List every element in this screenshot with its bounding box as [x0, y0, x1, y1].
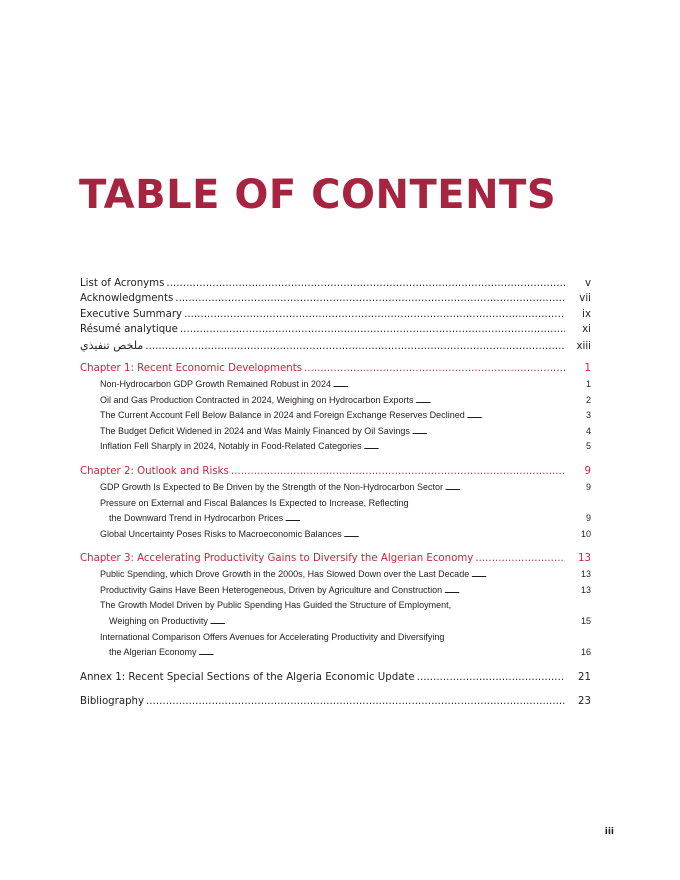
toc-page-number: 9 — [585, 513, 591, 524]
toc-section[interactable] — [80, 393, 591, 409]
toc-section[interactable] — [80, 511, 591, 527]
toc-page-number: 21 — [578, 671, 591, 683]
toc-page-number: 15 — [580, 616, 591, 627]
dot-leader — [415, 670, 565, 686]
toc-page-number: 13 — [580, 584, 591, 595]
toc-entry-resume-analytique[interactable] — [80, 322, 591, 337]
section-title: The Current Account Fell Below Balance in 2024 and Foreign Exchange Reserves Declined — [100, 410, 465, 421]
dot-leader — [342, 527, 565, 544]
toc-page-number: 9 — [584, 465, 591, 477]
toc-entry-acronyms[interactable] — [80, 276, 591, 291]
dot-leader — [473, 551, 565, 567]
section-title: The Budget Deficit Widened in 2024 and Was Mainly Financed by Oil Savings — [100, 425, 410, 436]
toc-page-number: ix — [582, 308, 591, 320]
toc-entry-arabic-summary[interactable] — [80, 338, 591, 353]
toc-page-number: 13 — [580, 569, 591, 580]
dot-leader — [469, 567, 565, 584]
annex-title: Annex 1: Recent Special Sections of the Algeria Economic Update — [80, 671, 415, 683]
toc-entry-label: Executive Summary — [80, 308, 183, 320]
table-of-contents — [80, 276, 591, 710]
dot-leader — [362, 439, 565, 456]
toc-section[interactable] — [80, 527, 591, 543]
toc-page-number: xi — [582, 324, 591, 336]
toc-page-number: 4 — [585, 425, 591, 436]
toc-page-number: 13 — [578, 553, 591, 565]
section-title: the Algerian Economy — [109, 647, 197, 658]
toc-annex-1[interactable] — [80, 670, 591, 686]
toc-section[interactable] — [80, 408, 591, 424]
dot-leader — [197, 645, 565, 662]
dot-leader — [410, 424, 565, 441]
toc-bibliography[interactable] — [80, 694, 591, 710]
toc-entry-label: Acknowledgments — [80, 293, 174, 305]
dot-leader — [229, 464, 565, 480]
toc-section[interactable] — [80, 614, 591, 630]
toc-section[interactable] — [80, 424, 591, 440]
toc-section[interactable] — [80, 567, 591, 583]
toc-entry-label: ملخص تنفيذي — [80, 338, 144, 352]
dot-leader — [164, 276, 565, 291]
bibliography-title: Bibliography — [80, 695, 145, 707]
section-title: Global Uncertainty Poses Risks to Macroeconomic Balances — [100, 528, 342, 539]
chapter-title: Chapter 1: Recent Economic Developments — [80, 362, 303, 374]
dot-leader — [143, 339, 565, 354]
toc-section[interactable] — [80, 439, 591, 455]
toc-page-number: 23 — [578, 695, 591, 707]
toc-section[interactable] — [80, 583, 591, 599]
section-title: Oil and Gas Production Contracted in 2024, Weighing on Hydrocarbon Exports — [100, 394, 414, 405]
dot-leader — [331, 377, 565, 394]
dot-leader — [182, 307, 565, 322]
toc-section[interactable] — [80, 377, 591, 393]
section-title-line[interactable]: Pressure on External and Fiscal Balances Is Expected to Increase, Reflecting — [100, 497, 409, 508]
toc-entry-label: Résumé analytique — [80, 324, 178, 336]
section-title: Public Spending, which Drove Growth in the 2000s, Has Slowed Down over the Last Decade — [100, 569, 470, 580]
toc-page-number: 1 — [585, 378, 591, 389]
toc-page-number: vii — [579, 293, 591, 305]
page-title: TABLE OF CONTENTS — [79, 172, 557, 218]
section-title-line[interactable]: The Growth Model Driven by Public Spending Has Guided the Structure of Employment, — [100, 600, 452, 611]
dot-leader — [283, 511, 565, 528]
dot-leader — [178, 322, 565, 337]
dot-leader — [443, 480, 565, 497]
toc-page-number: 5 — [585, 441, 591, 452]
toc-page-number: 3 — [585, 410, 591, 421]
dot-leader — [442, 583, 565, 600]
toc-page-number: v — [584, 278, 591, 289]
toc-section[interactable] — [80, 645, 591, 661]
page-number: iii — [604, 827, 614, 837]
toc-page-number: 10 — [580, 528, 591, 539]
section-title: Non-Hydrocarbon GDP Growth Remained Robust in 2024 — [100, 378, 331, 389]
section-title-line[interactable]: International Comparison Offers Avenues for Accelerating Productivity and Diversifying — [100, 631, 445, 642]
section-title: Productivity Gains Have Been Heterogeneous, Driven by Agriculture and Construction — [100, 584, 443, 595]
toc-entry-acknowledgments[interactable] — [80, 291, 591, 306]
toc-chapter-3[interactable] — [80, 551, 591, 567]
toc-section[interactable] — [80, 480, 591, 496]
toc-page-number: xiii — [576, 340, 591, 352]
dot-leader — [144, 694, 565, 710]
dot-leader — [302, 361, 565, 377]
section-title: the Downward Trend in Hydrocarbon Prices — [109, 513, 284, 524]
toc-page-number: 9 — [585, 481, 591, 492]
dot-leader — [465, 408, 565, 425]
toc-entry-executive-summary[interactable] — [80, 307, 591, 322]
toc-page-number: 2 — [585, 394, 591, 405]
toc-page-number: 16 — [580, 647, 591, 658]
dot-leader — [208, 614, 565, 631]
section-title: Inflation Fell Sharply in 2024, Notably in Food-Related Categories — [100, 441, 362, 452]
dot-leader — [414, 393, 565, 410]
toc-chapter-2[interactable] — [80, 464, 591, 480]
chapter-title: Chapter 2: Outlook and Risks — [80, 465, 229, 477]
toc-entry-label: List of Acronyms — [80, 278, 165, 289]
section-title: Weighing on Productivity — [109, 616, 208, 627]
toc-page-number: 1 — [584, 362, 591, 374]
dot-leader — [173, 291, 565, 306]
toc-chapter-1[interactable] — [80, 361, 591, 377]
section-title: GDP Growth Is Expected to Be Driven by the Strength of the Non-Hydrocarbon Sector — [100, 481, 444, 492]
chapter-title: Chapter 3: Accelerating Productivity Gains to Diversify the Algerian Economy — [80, 553, 474, 565]
